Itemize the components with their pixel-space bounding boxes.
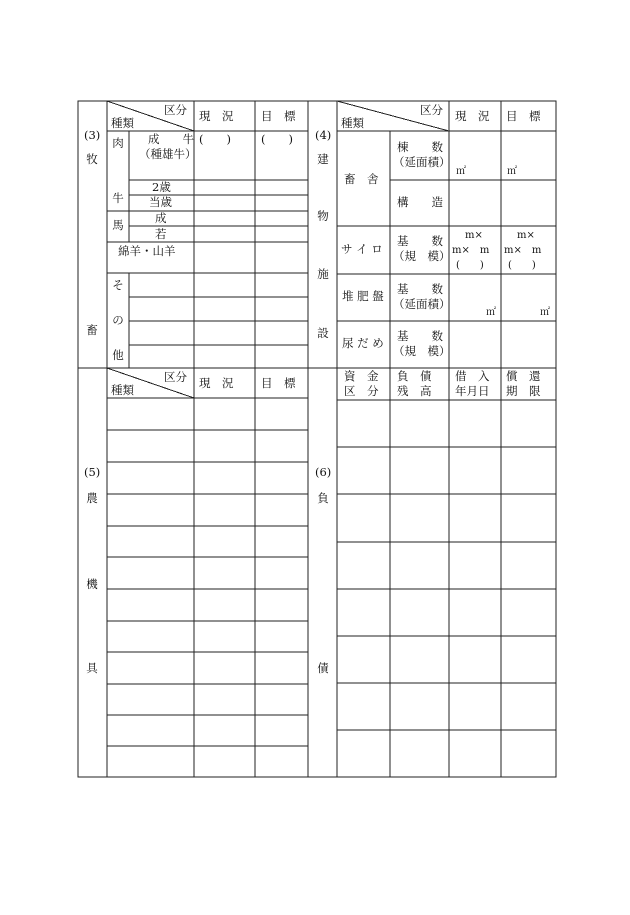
row-menyo-sangi: 綿羊・山羊: [118, 244, 176, 258]
row-nyodame-kisu: 基 数: [397, 329, 443, 343]
section3-number: (3): [84, 128, 101, 142]
sairo-mokuhyo-dim-2: m× m: [504, 245, 542, 256]
section4-title-char-3: 施: [317, 267, 329, 281]
section5-title-char-1: 農: [86, 491, 98, 505]
sairo-genkyo-dim-2: m× m: [452, 245, 490, 256]
row-nyodame-kibo: （規 模）: [393, 344, 451, 358]
section3-header-genkyo: 現 況: [199, 109, 234, 123]
category-niku: 肉: [112, 136, 124, 150]
section4-header-genkyo: 現 況: [455, 109, 490, 123]
section5-header-shurui: 種類: [111, 383, 134, 397]
taihiban-m2-genkyo: ㎡: [486, 307, 496, 318]
row-seigyu-label: 成 牛: [148, 132, 194, 146]
category-ushi: 牛: [112, 191, 124, 205]
section4-title-char-1: 建: [317, 152, 329, 166]
section5-header-kubun: 区分: [164, 370, 187, 384]
sairo-mokuhyo-dim-1: m×: [517, 230, 535, 241]
header-shokan: 償 還: [506, 369, 541, 383]
sairo-genkyo-paren: ( ): [456, 260, 484, 271]
row-chikusha-nobe: （延面積）: [393, 155, 451, 169]
section4-header-shurui: 種類: [341, 116, 364, 130]
section5-header-genkyo: 現 況: [199, 376, 234, 390]
section4-title-char-2: 物: [317, 209, 329, 223]
section6-number: (6): [315, 465, 332, 479]
row-taihiban-nobe: （延面積）: [393, 297, 451, 311]
header-shikin: 資 金: [344, 369, 379, 383]
taihiban-m2-mokuhyo: ㎡: [540, 307, 550, 318]
section3-header-mokuhyo: 目 標: [261, 109, 296, 123]
row-seigyu-genkyo-paren: ( ): [199, 132, 231, 146]
row-seigyu-mokuhyo-paren: ( ): [261, 132, 293, 146]
header-kariire: 借 入: [455, 369, 490, 383]
section5-number: (5): [84, 465, 101, 479]
row-seigyu-sub: （種雄牛）: [139, 147, 197, 161]
row-chikusha-kozo: 構 造: [397, 195, 443, 209]
header-kigen: 期 限: [506, 384, 541, 398]
category-sonota-3: 他: [112, 348, 124, 362]
header-kubun: 区 分: [344, 384, 379, 398]
section3-title-char-1: 牧: [86, 152, 98, 166]
row-nyodame: 尿 だ め: [342, 336, 384, 350]
section6-title-char-2: 債: [317, 661, 329, 675]
category-sonota-1: そ: [112, 278, 124, 292]
row-uma-waka: 若: [155, 227, 167, 241]
header-zandaka: 残 高: [397, 384, 432, 398]
section5-title-char-3: 具: [86, 661, 98, 675]
section4-header-kubun: 区分: [420, 103, 443, 117]
row-chikusha-tosu: 棟 数: [397, 140, 443, 154]
section6-title-char-1: 負: [317, 491, 329, 505]
section3-header-shurui: 種類: [111, 116, 134, 130]
sairo-genkyo-dim-1: m×: [465, 230, 483, 241]
row-sairo-kisu: 基 数: [397, 234, 443, 248]
row-sairo-kibo: （規 模）: [393, 249, 451, 263]
section3-title-char-2: 畜: [86, 323, 98, 337]
m2-unit-mokuhyo: ㎡: [507, 166, 517, 177]
row-sairo: サ イ ロ: [341, 242, 383, 256]
sairo-mokuhyo-paren: ( ): [508, 260, 536, 271]
row-uma-sei: 成: [155, 211, 167, 225]
row-nisai: 2歳: [152, 180, 171, 194]
header-nengappi: 年月日: [455, 384, 490, 398]
category-sonota-2: の: [112, 313, 124, 327]
category-uma: 馬: [112, 218, 124, 232]
m2-unit-genkyo: ㎡: [456, 166, 466, 177]
row-taihiban-kisu: 基 数: [397, 282, 443, 296]
row-chikusha: 畜 舎: [344, 172, 379, 186]
section4-header-mokuhyo: 目 標: [506, 109, 541, 123]
row-tosai: 当歳: [149, 195, 172, 209]
header-fusai: 負 債: [397, 369, 432, 383]
row-taihiban: 堆 肥 盤: [342, 289, 384, 303]
section5-header-mokuhyo: 目 標: [261, 376, 296, 390]
section4-title-char-4: 設: [317, 326, 329, 340]
section4-number: (4): [315, 128, 332, 142]
section5-title-char-2: 機: [86, 577, 98, 591]
section3-header-kubun: 区分: [164, 103, 187, 117]
